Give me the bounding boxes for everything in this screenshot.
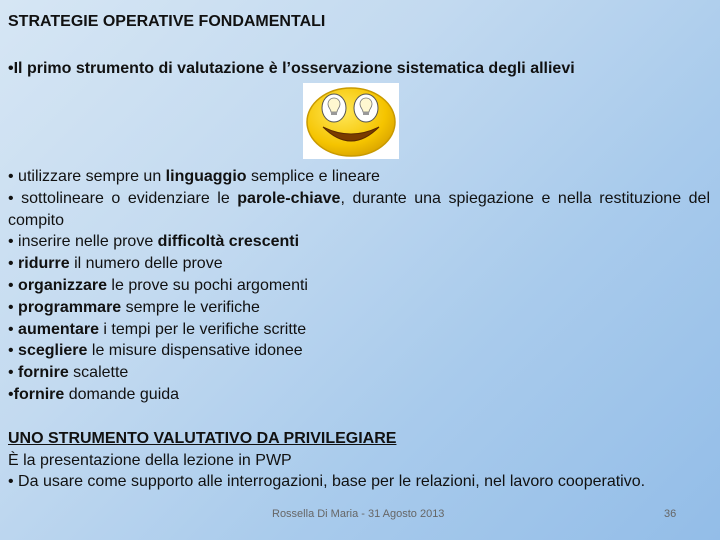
page-number: 36 — [664, 508, 677, 520]
tool-heading: UNO STRUMENTO VALUTATIVO DA PRIVILEGIARE — [8, 430, 397, 447]
tool-line: È la presentazione della lezione in PWP — [8, 451, 292, 469]
list-item: • programmare sempre le verifiche — [8, 298, 260, 316]
list-item: • fornire scalette — [8, 364, 129, 382]
list-item: • ridurre il numero delle prove — [8, 255, 223, 273]
intro-text: •Il primo strumento di valutazione è l’osservazione sistematica degli allievi — [8, 60, 575, 77]
list-item: • aumentare i tempi per le verifiche scritte — [8, 320, 307, 338]
list-item: • scegliere le misure dispensative idonee — [8, 342, 303, 360]
footer-author-date: Rossella Di Maria - 31 Agosto 2013 — [272, 508, 445, 520]
list-item: • inserire nelle prove difficoltà crescenti — [8, 233, 300, 251]
smiley-lightbulb-eyes-icon — [303, 83, 399, 159]
tool-section — [8, 428, 710, 493]
slide-title: STRATEGIE OPERATIVE FONDAMENTALI — [8, 13, 326, 30]
tool-line: • Da usare come supporto alle interrogazioni, base per le relazioni, nel lavoro cooperativo. — [8, 473, 646, 490]
list-item: • organizzare le prove su pochi argomenti — [8, 276, 308, 294]
list-item: • utilizzare sempre un linguaggio semplice e lineare — [8, 168, 380, 185]
list-item: •fornire domande guida — [8, 385, 180, 403]
strategies-list — [8, 166, 710, 406]
list-item: • sottolineare o evidenziare le parole-chiave, durante una spiegazione e nella restituzione del compito — [8, 189, 710, 229]
